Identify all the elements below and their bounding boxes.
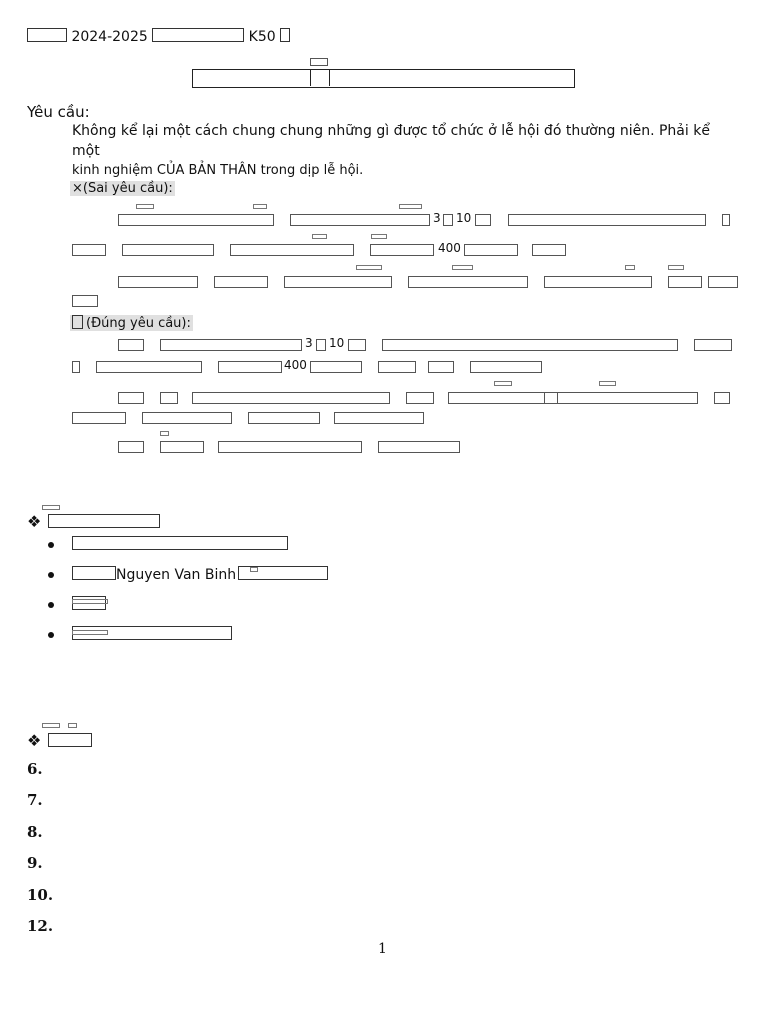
right-example-line	[118, 392, 738, 405]
wrong-example-line	[72, 241, 572, 257]
ruby-mark	[160, 431, 169, 436]
header-text-block	[280, 28, 290, 42]
right-example-line	[72, 358, 572, 374]
section1-heading	[27, 512, 160, 531]
wrong-example-tag: ×(Sai yêu cầu):	[72, 181, 173, 196]
page-title-box	[192, 69, 575, 88]
number: 3	[305, 336, 313, 350]
requirement-line-2: kinh nghiệm CỦA BẢN THÂN trong dịp lễ hội.	[72, 163, 364, 178]
ruby-mark	[312, 234, 327, 239]
bullet-icon	[48, 572, 54, 578]
name-text: Nguyen Van Binh	[116, 567, 237, 583]
wrong-example-line	[72, 295, 102, 308]
list-number: 12.	[27, 916, 54, 935]
title-highlight	[310, 69, 330, 86]
header-year-range: 2024-2025	[71, 29, 148, 45]
ruby-mark	[399, 204, 422, 209]
header-text-block	[152, 28, 244, 42]
title-ruby	[310, 58, 328, 66]
ruby-mark	[599, 381, 616, 386]
bullet-icon	[48, 602, 54, 608]
bullet-icon	[48, 542, 54, 548]
section1-heading-text	[48, 514, 160, 528]
section2-heading	[27, 731, 92, 750]
ruby-mark	[136, 204, 154, 209]
ruby-mark	[72, 599, 108, 604]
ruby-mark	[250, 567, 258, 572]
ruby-mark	[253, 204, 267, 209]
number: 400	[438, 241, 461, 255]
requirement-text	[72, 121, 732, 181]
number: 10	[329, 336, 345, 350]
section-mark-icon: ❖	[27, 512, 42, 531]
requirement-label: Yêu cầu:	[27, 103, 90, 121]
requirement-line-1: Không kể lại một cách chung chung những gì được tổ chức ở lễ hội đó thường niên. Phải kể một	[72, 123, 710, 159]
ruby-mark	[356, 265, 382, 270]
header-line	[27, 28, 290, 45]
right-example-tag	[70, 315, 193, 331]
ruby-mark	[668, 265, 684, 270]
ruby-mark	[494, 381, 512, 386]
ruby-mark	[42, 723, 60, 728]
number: 400	[284, 358, 307, 372]
numbered-list	[27, 760, 53, 948]
header-text-block	[27, 28, 67, 42]
section-mark-icon: ❖	[27, 731, 42, 750]
number: 3	[433, 211, 441, 225]
wrong-example-line	[118, 276, 738, 289]
bullet-icon	[48, 632, 54, 638]
ruby-mark	[371, 234, 387, 239]
section2-heading-text	[48, 733, 92, 747]
wrong-example-line	[118, 211, 738, 227]
page-number: 1	[378, 941, 387, 957]
right-example-line	[118, 336, 738, 352]
ruby-mark	[42, 505, 60, 510]
list-number: 9.	[27, 854, 43, 873]
ruby-mark	[68, 723, 77, 728]
ruby-mark	[625, 265, 635, 270]
ruby-mark	[72, 630, 108, 635]
list-number: 7.	[27, 791, 43, 810]
right-example-tag-label: (Đúng yêu cầu):	[86, 316, 191, 331]
check-icon	[72, 315, 83, 329]
right-example-line	[72, 412, 432, 425]
right-example-line	[118, 441, 478, 454]
header-class-code: K50	[248, 29, 276, 45]
ruby-mark	[452, 265, 473, 270]
list-number: 8.	[27, 822, 43, 841]
list-number: 6.	[27, 760, 43, 778]
number: 10	[456, 211, 472, 225]
list-number: 10.	[27, 885, 54, 904]
